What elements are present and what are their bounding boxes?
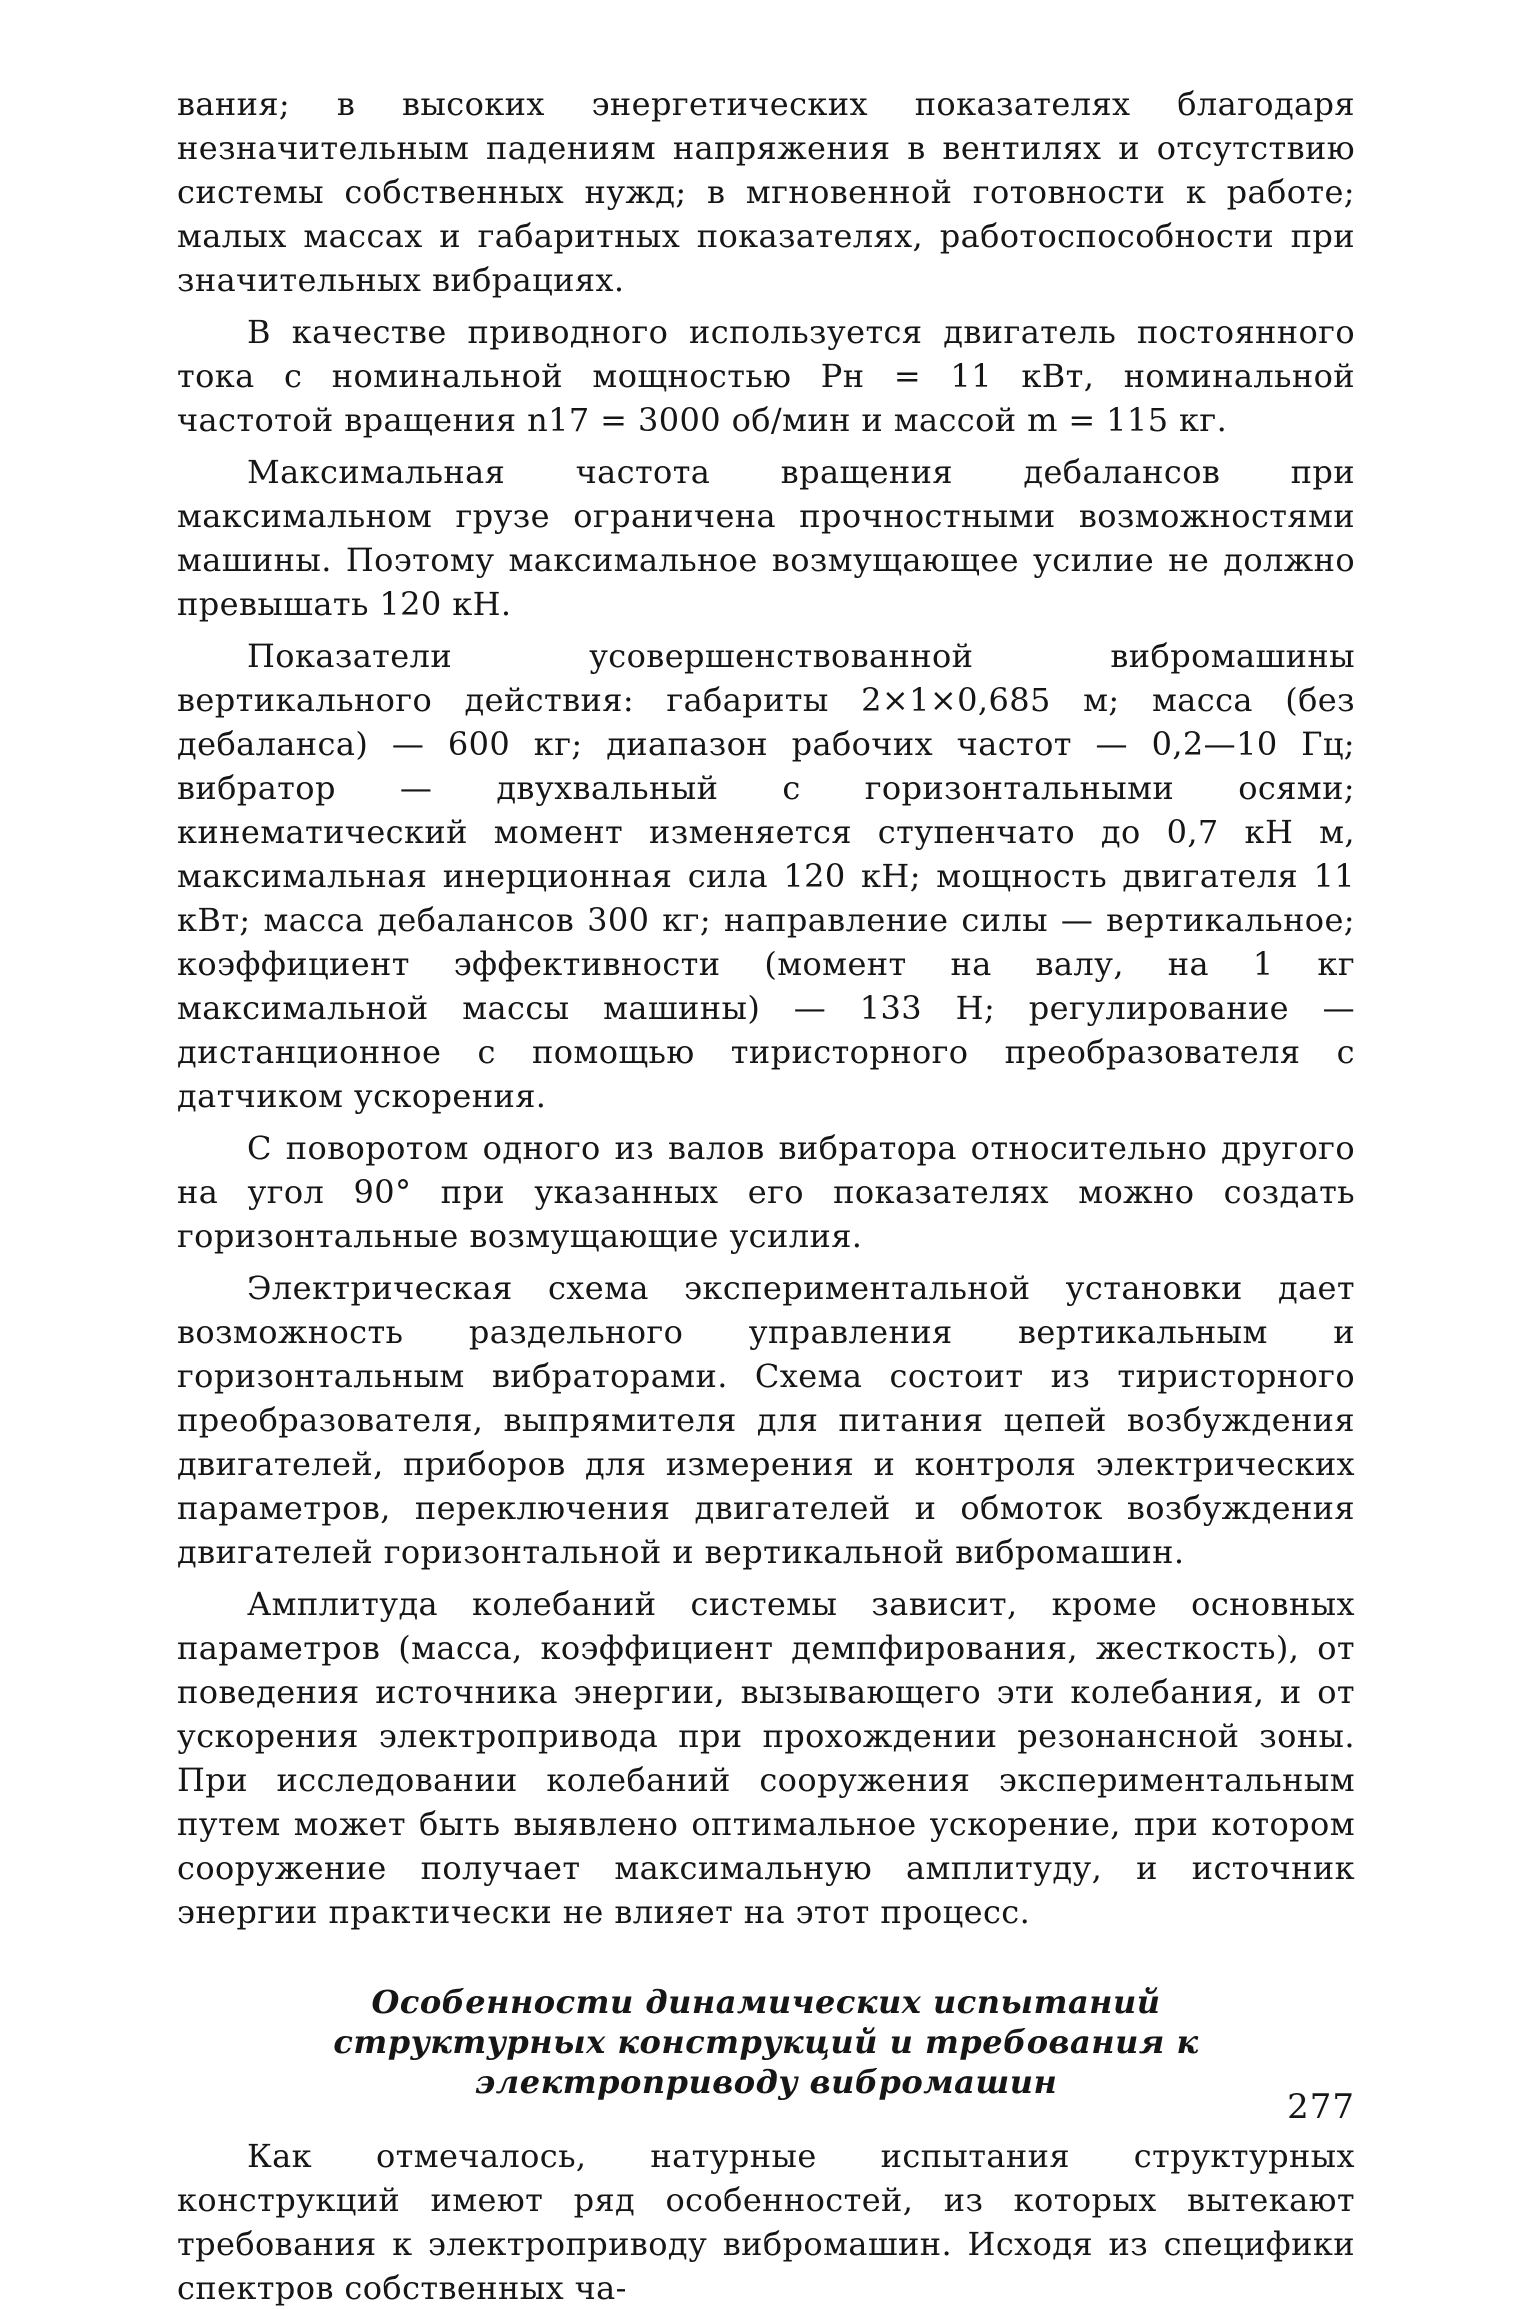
paragraph-7: Амплитуда колебаний системы зависит, кроме основных параметров (масса, коэффициент демпфирования, жесткость), от поведения источника энергии, вызывающего эти колебания, и от ускорения электропривода при прохождении резонансной зоны. При исследовании колебаний сооружения экспериментальным путем может быть выявлено оптимальное ускорение, при котором сооружение получает максимальную амплитуду, и источник энергии практически не влияет на этот процесс.	[177, 1585, 1355, 1931]
document-page	[177, 82, 1355, 2307]
paragraph-8: Как отмечалось, натурные испытания структурных конструкций имеют ряд особенностей, из которых вытекают требования к электроприводу вибромашин. Исходя из специфики спектров собственных ча-	[177, 2137, 1355, 2307]
section-heading: Особенности динамических испытаний структурных конструкций и требования к электроприводу вибромашин	[333, 1983, 1199, 2101]
paragraph-5: С поворотом одного из валов вибратора относительно другого на угол 90° при указанных его показателях можно создать горизонтальные возмущающие усилия.	[177, 1129, 1355, 1255]
paragraph-6: Электрическая схема экспериментальной установки дает возможность раздельного управления вертикальным и горизонтальным вибраторами. Схема состоит из тиристорного преобразователя, выпрямителя для питания цепей возбуждения двигателей, приборов для измерения и контроля электрических параметров, переключения двигателей и обмоток возбуждения двигателей горизонтальной и вертикальной вибромашин.	[177, 1269, 1355, 1571]
paragraph-1: вания; в высоких энергетических показателях благодаря незначительным падениям напряжения в вентилях и отсутствию системы собственных нужд; в мгновенной готовности к работе; малых массах и габаритных показателях, работоспособности при значительных вибрациях.	[177, 85, 1355, 299]
paragraph-3: Максимальная частота вращения дебалансов при максимальном грузе ограничена прочностными возможностями машины. Поэтому максимальное возмущающее усилие не должно превышать 120 кН.	[177, 453, 1355, 623]
paragraph-2: В качестве приводного используется двигатель постоянного тока с номинальной мощностью Pн = 11 кВт, номинальной частотой вращения n17 = 3000 об/мин и массой m = 115 кг.	[177, 313, 1355, 439]
page-number: 277	[1287, 2087, 1355, 2127]
paragraph-4: Показатели усовершенствованной вибромашины вертикального действия: габариты 2×1×0,685 м; масса (без дебаланса) — 600 кг; диапазон рабочих частот — 0,2—10 Гц; вибратор — двухвальный с горизонтальными осями; кинематический момент изменяется ступенчато до 0,7 кН м, максимальная инерционная сила 120 кН; мощность двигателя 11 кВт; масса дебалансов 300 кг; направление силы — вертикальное; коэффициент эффективности (момент на валу, на 1 кг максимальной массы машины) — 133 Н; регулирование — дистанционное с помощью тиристорного преобразователя с датчиком ускорения.	[177, 637, 1355, 1115]
